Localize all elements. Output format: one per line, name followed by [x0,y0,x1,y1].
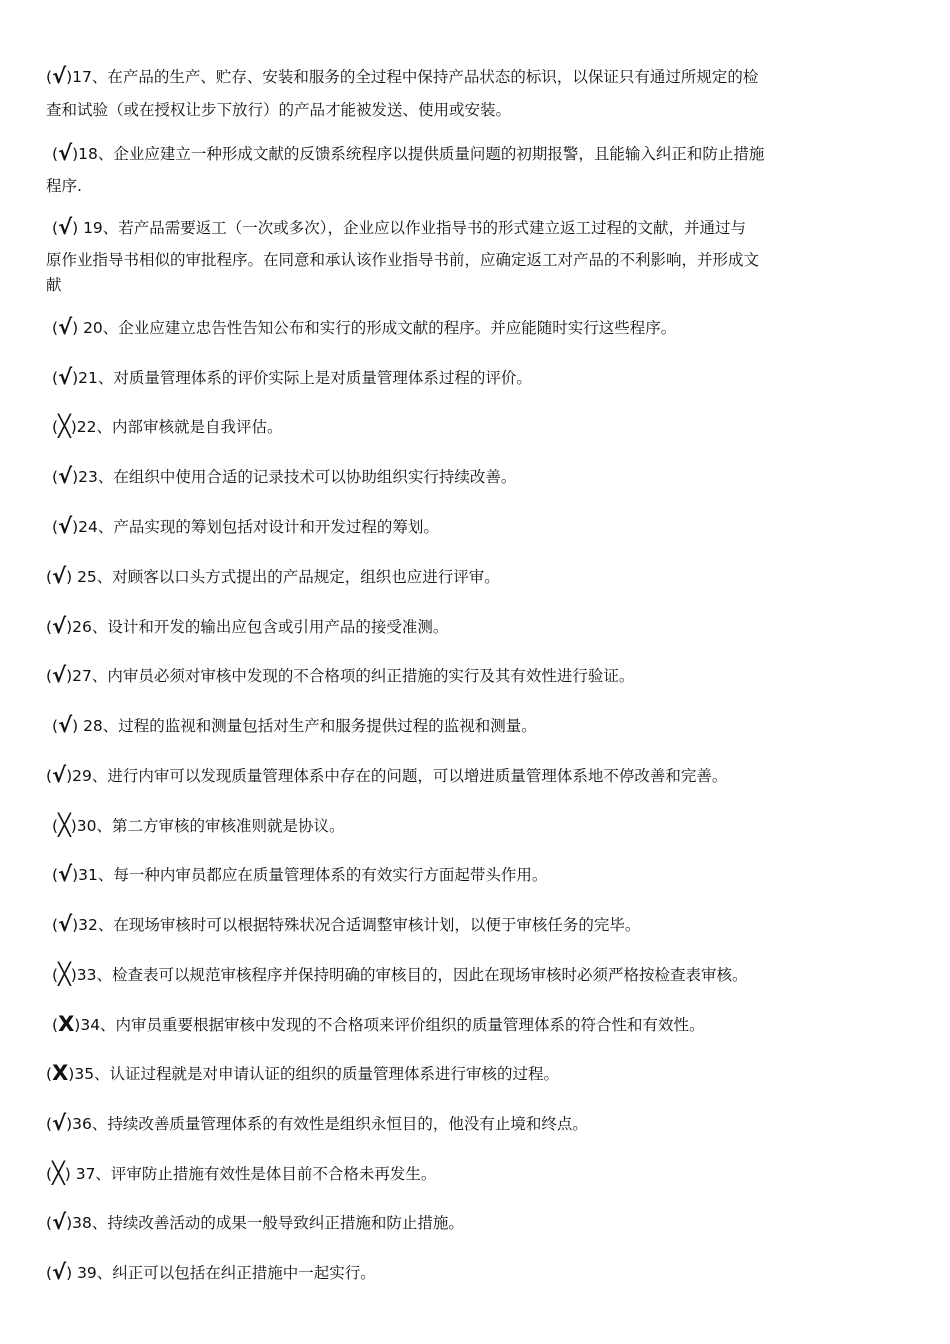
question-25 [46,561,500,593]
question-23 [52,461,516,493]
answer-mark: √ [58,215,73,239]
open-paren: ( [52,717,59,735]
close-paren: ) [66,767,73,785]
answer-mark: √ [58,912,73,936]
question-19 [52,212,746,244]
close-paren: ) [66,68,73,86]
answer-mark: ╳ [52,1161,65,1185]
open-paren: ( [46,667,53,685]
close-paren: ) [66,1264,73,1282]
close-paren: ) [70,817,77,835]
open-paren: ( [46,1115,53,1133]
question-text: 34、内审员重要根据审核中发现的不合格项来评价组织的质量管理体系的符合性和有效性。 [80,1016,705,1034]
question-text: 26、设计和开发的输出应包含或引用产品的接受准测。 [72,618,449,636]
answer-mark: X [52,1061,69,1085]
open-paren: ( [46,1264,53,1282]
question-text: 27、内审员必须对审核中发现的不合格项的纠正措施的实行及其有效性进行验证。 [72,667,635,685]
question-text: 39、纠正可以包括在纠正措施中一起实行。 [72,1264,376,1282]
answer-mark: √ [52,663,67,687]
open-paren: ( [52,418,59,436]
question-32 [52,909,640,941]
question-text: 33、检查表可以规范审核程序并保持明确的审核目的，因此在现场审核时必须严格按检查表审核。 [76,966,748,984]
close-paren: ) [72,717,79,735]
question-19-continuation-1: 原作业指导书相似的审批程序。在同意和承认该作业指导书前，应确定返工对产品的不利影响，并形成文 [46,251,760,269]
answer-mark: √ [58,315,73,339]
close-paren: ) [72,369,79,387]
question-text: 28、过程的监视和测量包括对生产和服务提供过程的监视和测量。 [78,717,537,735]
open-paren: ( [46,568,53,586]
question-text: 36、持续改善质量管理体系的有效性是组织永恒目的，他没有止境和终点。 [72,1115,588,1133]
question-text: 17、在产品的生产、贮存、安装和服务的全过程中保持产品状态的标识，以保证只有通过所规定的检 [72,68,759,86]
open-paren: ( [46,618,53,636]
close-paren: ) [72,468,79,486]
answer-mark: √ [58,514,73,538]
question-text: 19、若产品需要返工（一次或多次），企业应以作业指导书的形式建立返工过程的文献，并通过与 [78,219,747,237]
question-33 [52,959,748,991]
close-paren: ) [72,916,79,934]
open-paren: ( [52,219,59,237]
question-text: 38、持续改善活动的成果一般导致纠正措施和防止措施。 [72,1214,464,1232]
question-22 [52,411,283,443]
question-31 [52,859,547,891]
question-text: 35、认证过程就是对申请认证的组织的质量管理体系进行审核的过程。 [74,1065,560,1083]
question-text: 21、对质量管理体系的评价实际上是对质量管理体系过程的评价。 [78,369,532,387]
open-paren: ( [52,916,59,934]
answer-mark: √ [58,141,73,165]
answer-mark: ╳ [58,414,71,438]
question-text: 20、企业应建立忠告性告知公布和实行的形成文献的程序。并应能随时实行这些程序。 [78,319,677,337]
answer-mark: √ [58,713,73,737]
answer-mark: √ [58,862,73,886]
open-paren: ( [52,518,59,536]
close-paren: ) [70,418,77,436]
question-18-continuation: 程序. [46,177,82,195]
question-38 [46,1207,464,1239]
open-paren: ( [52,1016,59,1034]
question-20 [52,312,676,344]
close-paren: ) [72,518,79,536]
question-text: 30、第二方审核的审核准则就是协议。 [76,817,345,835]
question-26 [46,611,448,643]
question-text: 29、进行内审可以发现质量管理体系中存在的问题，可以增进质量管理体系地不停改善和完善。 [72,767,728,785]
question-28 [52,710,537,742]
answer-mark: √ [52,1260,67,1284]
answer-mark: √ [52,614,67,638]
close-paren: ) [64,1165,71,1183]
open-paren: ( [46,1214,53,1232]
question-30 [52,810,345,842]
question-34 [52,1009,705,1041]
answer-mark: X [58,1012,75,1036]
question-text: 25、对顾客以口头方式提出的产品规定，组织也应进行评审。 [72,568,500,586]
question-18 [52,138,764,170]
question-text: 37、评审防止措施有效性是体目前不合格未再发生。 [70,1165,437,1183]
close-paren: ) [66,667,73,685]
question-29 [46,760,727,792]
question-17 [46,61,758,93]
answer-mark: √ [52,763,67,787]
open-paren: ( [46,1065,53,1083]
open-paren: ( [46,1165,53,1183]
close-paren: ) [66,568,73,586]
answer-mark: √ [58,365,73,389]
close-paren: ) [74,1016,81,1034]
open-paren: ( [52,866,59,884]
close-paren: ) [72,319,79,337]
open-paren: ( [52,145,59,163]
question-text: 22、内部审核就是自我评估。 [76,418,283,436]
answer-mark: √ [52,64,67,88]
open-paren: ( [46,68,53,86]
question-37 [46,1158,436,1190]
question-35 [46,1058,559,1090]
open-paren: ( [52,468,59,486]
question-24 [52,511,439,543]
question-21 [52,362,532,394]
answer-mark: √ [52,564,67,588]
open-paren: ( [52,369,59,387]
question-36 [46,1108,588,1140]
close-paren: ) [72,145,79,163]
open-paren: ( [52,817,59,835]
question-text: 32、在现场审核时可以根据特殊状况合适调整审核计划，以便于审核任务的完毕。 [78,916,641,934]
answer-mark: √ [52,1111,67,1135]
question-text: 24、产品实现的筹划包括对设计和开发过程的筹划。 [78,518,439,536]
question-17-continuation: 查和试验（或在授权让步下放行）的产品才能被发送、使用或安装。 [46,101,512,119]
open-paren: ( [52,966,59,984]
answer-mark: √ [58,464,73,488]
question-text: 18、企业应建立一种形成文献的反馈系统程序以提供质量问题的初期报警，且能输入纠正和防止措施 [78,145,765,163]
close-paren: ) [72,219,79,237]
question-19-continuation-2: 献 [46,276,62,294]
question-27 [46,660,634,692]
open-paren: ( [52,319,59,337]
close-paren: ) [70,966,77,984]
close-paren: ) [68,1065,75,1083]
close-paren: ) [66,1115,73,1133]
answer-mark: ╳ [58,962,71,986]
answer-mark: √ [52,1210,67,1234]
answer-mark: ╳ [58,813,71,837]
open-paren: ( [46,767,53,785]
close-paren: ) [66,1214,73,1232]
question-text: 31、每一种内审员都应在质量管理体系的有效实行方面起带头作用。 [78,866,548,884]
question-39 [46,1257,376,1289]
close-paren: ) [72,866,79,884]
question-text: 23、在组织中使用合适的记录技术可以协助组织实行持续改善。 [78,468,517,486]
close-paren: ) [66,618,73,636]
